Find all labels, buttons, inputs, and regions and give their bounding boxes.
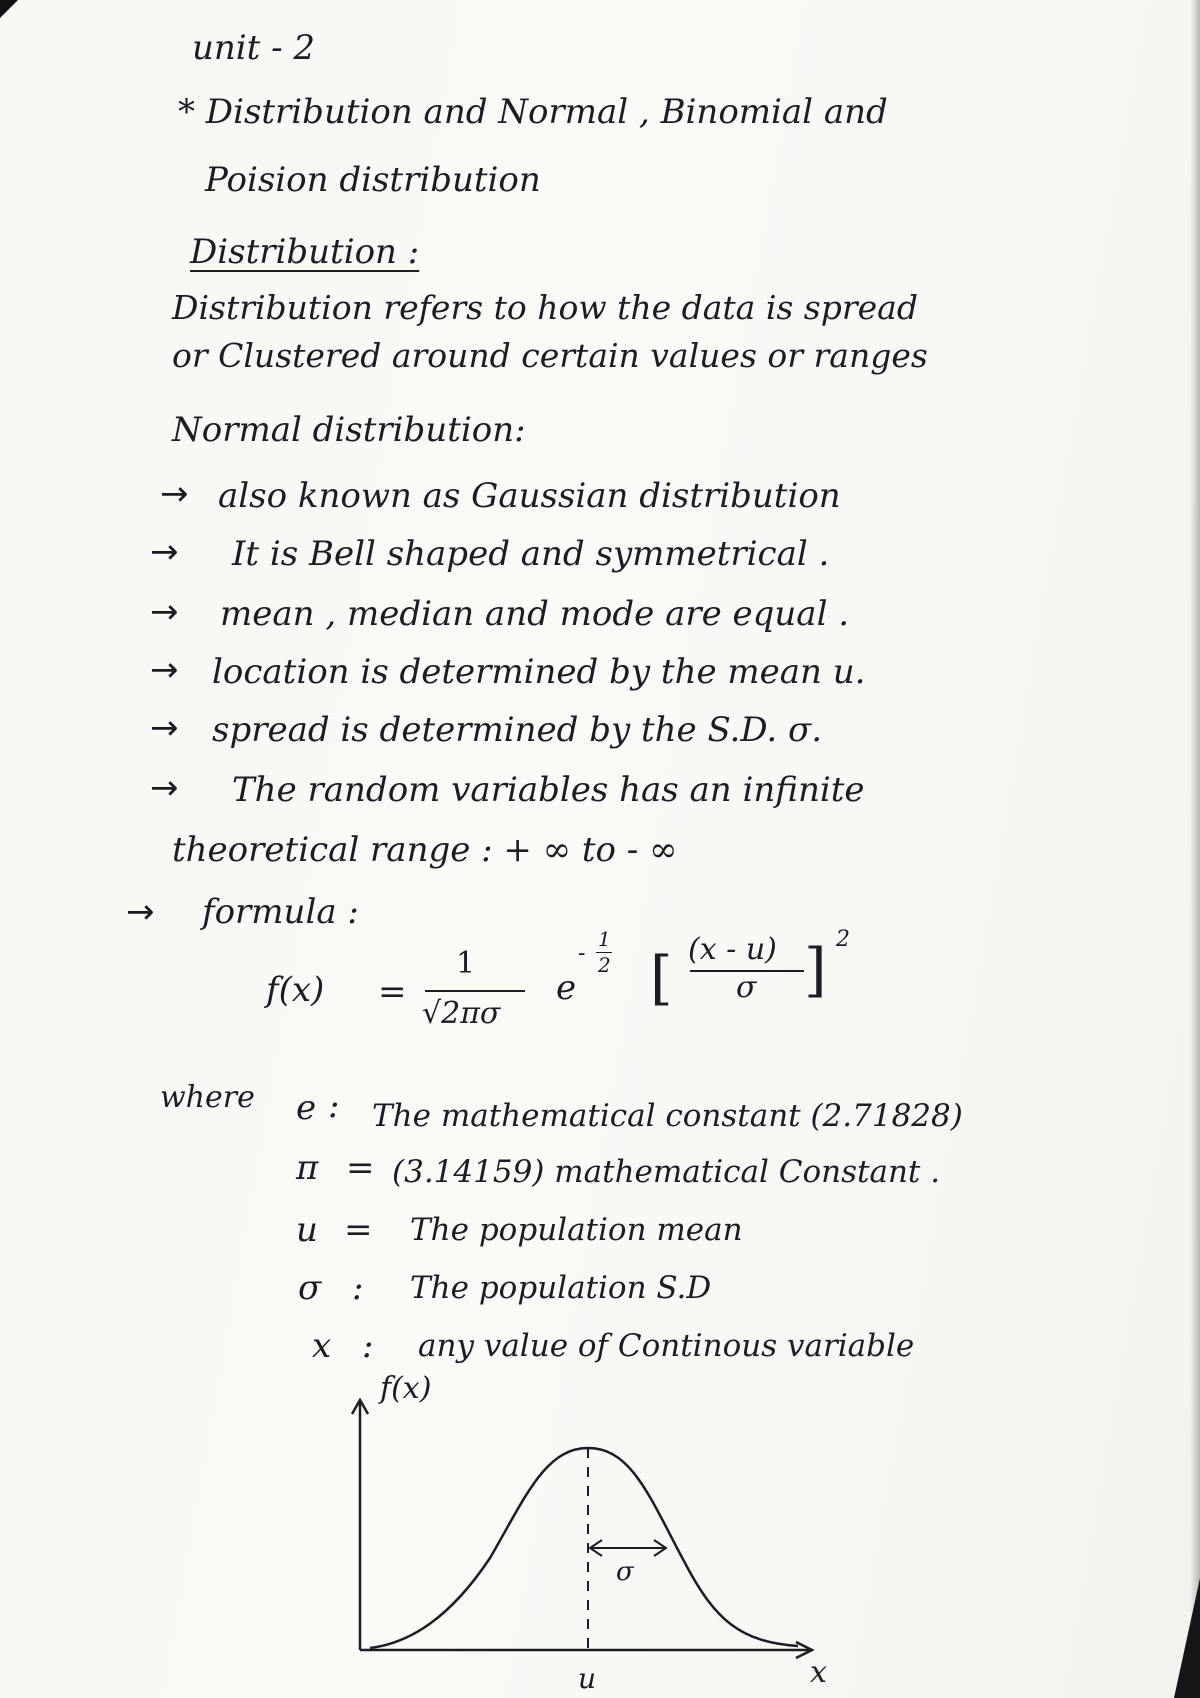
where-sep: : [362, 1326, 374, 1366]
formula-bracket-denominator: σ [736, 970, 757, 1005]
formula-label: formula : [202, 892, 359, 932]
where-symbol-x: x [312, 1326, 332, 1366]
x-axis-label: x [810, 1655, 827, 1690]
title-line-1: * Distribution and Normal , Binomial and [178, 92, 888, 132]
where-text-sigma: The population S.D [410, 1270, 712, 1306]
where-text-u: The population mean [410, 1212, 743, 1248]
formula-right-bracket: ] [804, 936, 827, 1004]
normal-bullet-6: The random variables has an infinite [232, 770, 865, 810]
title-line-2: Poision distribution [205, 160, 541, 200]
page-edge-shadow [1190, 0, 1200, 1698]
normal-bullet-5: spread is determined by the S.D. σ. [212, 710, 823, 750]
where-symbol-sigma: σ [298, 1268, 322, 1308]
bullet-arrow-icon: → [150, 592, 179, 632]
formula-exp-den: 2 [598, 953, 611, 977]
formula-left-bracket: [ [650, 944, 673, 1012]
where-label: where [160, 1080, 255, 1115]
bullet-arrow-icon: → [150, 768, 179, 808]
bullet-arrow-icon: → [150, 650, 179, 690]
sigma-label: σ [616, 1557, 634, 1587]
formula-numerator: 1 [456, 946, 476, 981]
where-symbol-u: u [296, 1210, 318, 1250]
formula-power: 2 [836, 927, 850, 952]
bullet-arrow-icon: → [150, 532, 179, 572]
bullet-arrow-icon: → [160, 474, 189, 514]
normal-curve-diagram [340, 1358, 900, 1698]
where-symbol-e: e [296, 1088, 317, 1128]
where-text-pi: (3.14159) mathematical Constant . [392, 1154, 941, 1190]
where-sep: = [346, 1148, 375, 1188]
formula-denominator: √2πσ [422, 996, 501, 1031]
normal-bullet-3: mean , median and mode are equal . [220, 594, 850, 634]
normal-bullet-4: location is determined by the mean u. [212, 652, 866, 692]
where-sep: : [328, 1086, 340, 1126]
formula-exp-num: 1 [598, 927, 611, 951]
where-sep: : [352, 1268, 364, 1308]
page-corner-shadow [0, 0, 18, 18]
distribution-line-1: Distribution refers to how the data is spread [172, 288, 918, 327]
distribution-heading: Distribution : [190, 232, 420, 272]
formula-exp-sign: - [578, 941, 586, 966]
page-bottom-corner [1174, 1578, 1200, 1698]
formula-fraction-bar [425, 990, 525, 992]
bullet-arrow-icon: → [126, 892, 155, 932]
formula-bracket-numerator: (x - u) [688, 932, 777, 967]
formula-equals: = [378, 972, 407, 1012]
y-axis-label: f(x) [380, 1371, 432, 1406]
formula-base: e [556, 968, 577, 1008]
normal-bullet-6-continued: theoretical range : + ∞ to - ∞ [172, 830, 678, 870]
mean-label: u [578, 1662, 597, 1695]
normal-bullet-2: It is Bell shaped and symmetrical . [232, 534, 830, 574]
where-text-e: The mathematical constant (2.71828) [372, 1098, 963, 1134]
where-sep: = [344, 1210, 373, 1250]
unit-label: unit - 2 [192, 28, 316, 68]
bullet-arrow-icon: → [150, 708, 179, 748]
where-text-x: any value of Continous variable [418, 1328, 915, 1364]
formula-lhs: f(x) [266, 970, 325, 1010]
normal-bullet-1: also known as Gaussian distribution [218, 476, 841, 516]
normal-heading: Normal distribution: [172, 410, 526, 450]
bell-curve [370, 1448, 798, 1648]
distribution-line-2: or Clustered around certain values or ranges [172, 336, 928, 375]
where-symbol-pi: π [296, 1148, 319, 1188]
